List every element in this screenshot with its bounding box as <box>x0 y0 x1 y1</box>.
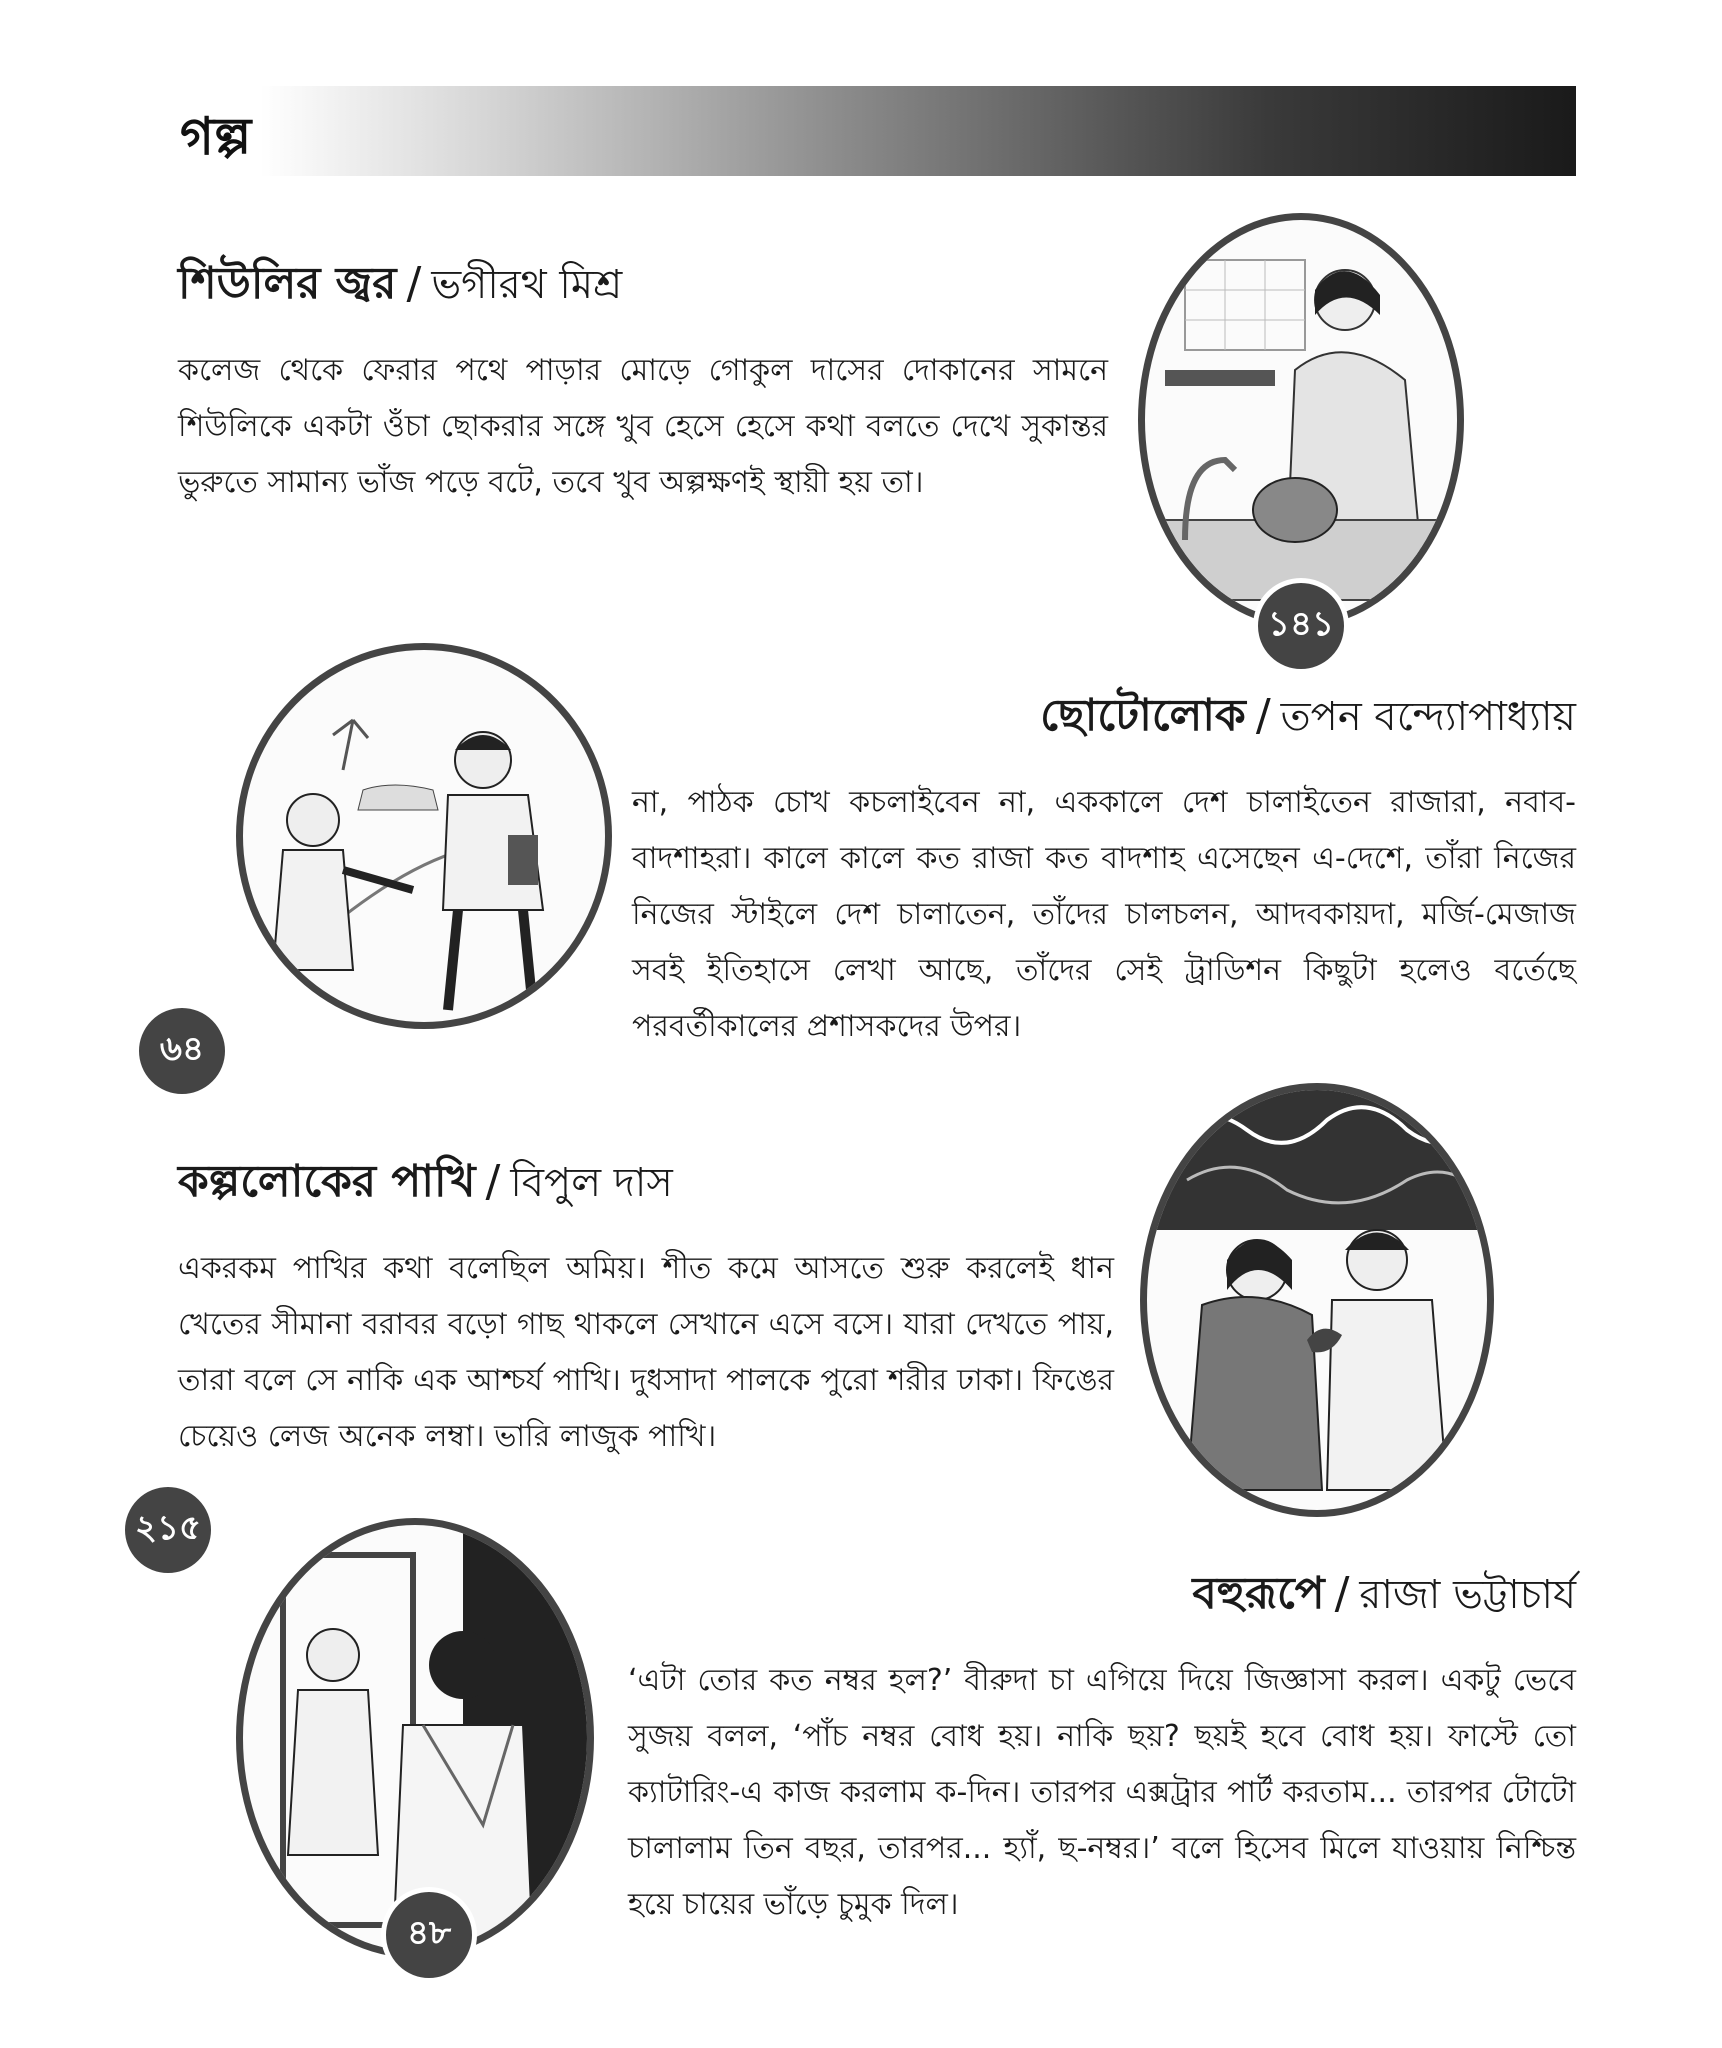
story-card <box>632 682 1576 1055</box>
page-number-badge: ১৪১ <box>1253 578 1349 674</box>
woman-washing-dishes-illustration <box>1138 213 1464 644</box>
page-number-badge: ৬৪ <box>134 1003 230 1099</box>
story-excerpt: ‘এটা তোর কত নম্বর হল?’ বীরুদা চা এগিয়ে দিয়ে জিজ্ঞাসা করল। একটু ভেবে সুজয় বলল, ‘পাঁচ নম্বর বোধ হয়। নাকি ছয়? ছয়ই হবে বোধ হয়। ফাস্টে তো ক্যাটারিং-এ কাজ করলাম ক-দিন। তারপর এক্সট্রার পার্ট করতাম... তারপর টোটো চালালাম তিন বছর, তারপর... হ্যাঁ, ছ-নম্বর।’ বলে হিসেব মিলে যাওয়ায় নিশ্চিন্ত হয়ে চায়ের ভাঁড়ে চুমুক দিল। <box>628 1663 1576 1922</box>
story-title[interactable]: কল্পলোকের পাখি <box>178 1156 476 1207</box>
section-title: গল্প <box>180 107 252 167</box>
title-separator: / <box>1334 1568 1350 1619</box>
story-title[interactable]: শিউলির জ্বর <box>178 258 397 309</box>
story-card <box>178 250 1108 511</box>
illustration-art <box>243 650 605 1022</box>
title-separator: / <box>1255 690 1271 741</box>
title-separator: / <box>406 258 422 309</box>
story-card <box>178 1148 1114 1465</box>
story-excerpt: একরকম পাখির কথা বলেছিল অমিয়। শীত কমে আসতে শুরু করলেই ধান খেতের সীমানা বরাবর বড়ো গাছ থাকলে সেখানে এসে বসে। যারা দেখতে পায়, তারা বলে সে নাকি এক আশ্চর্য পাখি। দুধসাদা পালকে পুরো শরীর ঢাকা। ফিঙের চেয়েও লেজ অনেক লম্বা। ভারি লাজুক পাখি। <box>178 1251 1114 1454</box>
illustration-art <box>1145 220 1457 620</box>
story-heading <box>178 250 1108 323</box>
two-men-arguing-illustration <box>159 643 612 1069</box>
story-heading <box>632 682 1576 755</box>
man-at-mirror-illustration <box>236 1518 594 1958</box>
story-author: বিপুল দাস <box>510 1160 673 1206</box>
story-excerpt: কলেজ থেকে ফেরার পথে পাড়ার মোড়ে গোকুল দাসের দোকানের সামনে শিউলিকে একটা ওঁচা ছোকরার সঙ্গে খুব হেসে হেসে কথা বলতে দেখে সুকান্তর ভুরুতে সামান্য ভাঁজ পড়ে বটে, তবে খুব অল্পক্ষণই স্থায়ী হয় তা। <box>178 353 1108 500</box>
story-title[interactable]: বহুরূপে <box>1192 1568 1325 1619</box>
story-card <box>628 1560 1576 1933</box>
illustration-art <box>1147 1090 1487 1510</box>
title-separator: / <box>485 1156 501 1207</box>
story-title[interactable]: ছোটোলোক <box>1040 690 1246 741</box>
section-header-bar <box>176 86 1576 176</box>
story-author: তপন বন্দ্যোপাধ্যায় <box>1280 694 1576 740</box>
story-excerpt: না, পাঠক চোখ কচলাইবেন না, এককালে দেশ চালাইতেন রাজারা, নবাব-বাদশাহরা। কালে কালে কত রাজা কত বাদশাহ এসেছেন এ-দেশে, তাঁরা নিজের নিজের স্টাইলে দেশ চালাতেন, তাঁদের চালচলন, আদবকায়দা, মর্জি-মেজাজ সবই ইতিহাসে লেখা আছে, তাঁদের সেই ট্রাডিশন কিছুটা হলেও বর্তেছে পরবর্তীকালের প্রশাসকদের উপর। <box>632 785 1576 1044</box>
illustration-art <box>243 1525 587 1951</box>
story-author: ভগীরথ মিশ্র <box>431 262 623 308</box>
page-number-badge: ২১৫ <box>120 1482 216 1578</box>
story-heading <box>628 1560 1576 1633</box>
page-number-badge: ৪৮ <box>381 1887 477 1983</box>
story-heading <box>178 1148 1114 1221</box>
story-author: রাজা ভট্টাচার্য <box>1359 1572 1576 1618</box>
